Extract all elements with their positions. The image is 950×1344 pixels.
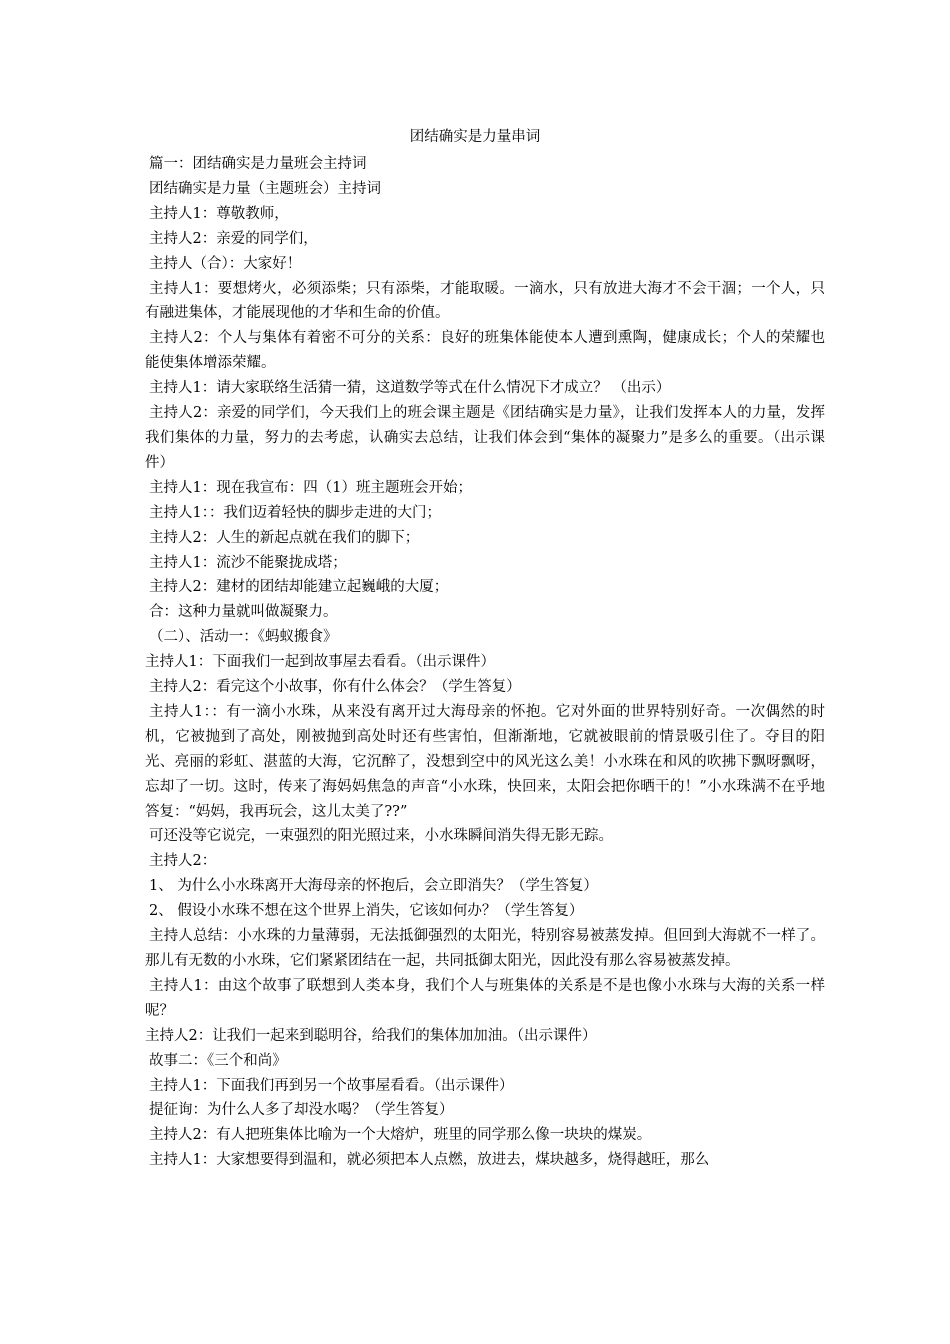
paragraph: 主持人1：：有一滴小水珠，从来没有离开过大海母亲的怀抱。它对外面的世界特别好奇。一次偶然的时机，它被抛到了高处，刚被抛到高处时还有些害怕，但渐渐地，它就被眼前的情景吸引住了。夺目的阳光、亮丽的彩虹、湛蓝的大海，它沉醉了，没想到空中的风光这么美！小水珠在和风的吹拂下飘呀飘呀，忘却了一切。这时，传来了海妈妈焦急的声音“小水珠，快回来，太阳会把你晒干的！”小水珠满不在乎地答复：“妈妈，我再玩会，这儿太美了??”: [145, 703, 825, 820]
paragraph: 主持人2：人生的新起点就在我们的脚下；: [149, 529, 420, 546]
paragraph: 主持人1：：我们迈着轻快的脚步走进的大门；: [149, 504, 441, 521]
paragraph: 主持人2：: [149, 853, 217, 870]
paragraph: 合：这种力量就叫做凝聚力。: [149, 604, 338, 621]
paragraph: 主持人1：由这个故事了联想到人类本身，我们个人与班集体的关系是不是也像小水珠与大海的关系一样呢？: [145, 977, 825, 1019]
paragraph: 主持人2：建材的团结却能建立起巍峨的大厦；: [149, 579, 449, 596]
paragraph: 篇一：团结确实是力量班会主持词: [149, 156, 367, 172]
paragraph: 主持人2：让我们一起来到聪明谷，给我们的集体加加油。（出示课件）: [145, 1027, 597, 1044]
paragraph: 主持人总结：小水珠的力量薄弱，无法抵御强烈的太阳光，特别容易被蒸发掉。但回到大海就不一样了。那儿有无数的小水珠，它们紧紧团结在一起，共同抵御太阳光，因此没有那么容易被蒸发掉。: [145, 928, 825, 969]
paragraph: 主持人1：尊敬教师，: [149, 205, 289, 222]
paragraph: 主持人2：亲爱的同学们，今天我们上的班会课主题是《团结确实是力量》，让我们发挥本人的力量，发挥我们集体的力量，努力的去考虑，认确实去总结，让我们体会到“集体的凝聚力”是多么的重要。（出示课件）: [145, 405, 825, 471]
document-body: [145, 152, 825, 1173]
paragraph: 主持人1：流沙不能聚拢成塔；: [149, 554, 347, 571]
paragraph: 主持人1：要想烤火，必须添柴；只有添柴，才能取暖。一滴水，只有放进大海才不会干涸；一个人，只有融进集体，才能展现他的才华和生命的价值。: [145, 280, 825, 322]
paragraph: 主持人1：现在我宣布：四（1）班主题班会开始；: [149, 479, 472, 496]
paragraph: 团结确实是力量（主题班会）主持词: [149, 180, 381, 197]
list-item: 1、 为什么小水珠离开大海母亲的怀抱后，会立即消失？（学生答复）: [149, 878, 598, 895]
paragraph: 主持人1：下面我们再到另一个故事屋看看。（出示课件）: [149, 1077, 514, 1094]
paragraph: 主持人1：大家想要得到温和，就必须把本人点燃，放进去，煤块越多，烧得越旺，那么: [149, 1152, 710, 1169]
list-item: 2、 假设小水珠不想在这个世界上消失，它该如何办？（学生答复）: [149, 903, 584, 920]
paragraph: 主持人2：个人与集体有着密不可分的关系：良好的班集体能使本人遭到熏陶，健康成长；个人的荣耀也能使集体增添荣耀。: [145, 330, 825, 372]
paragraph: 主持人2：看完这个小故事，你有什么体会？（学生答复）: [149, 679, 521, 696]
paragraph: 主持人2：有人把班集体比喻为一个大熔炉，班里的同学那么像一块块的煤炭。: [149, 1127, 652, 1144]
paragraph: 主持人（合）：大家好！: [149, 255, 302, 272]
paragraph: 提征询：为什么人多了却没水喝？（学生答复）: [149, 1102, 454, 1119]
paragraph: 可还没等它说完，一束强烈的阳光照过来，小水珠瞬间消失得无影无踪。: [149, 828, 613, 845]
paragraph: 主持人1：请大家联络生活猜一猜，这道数学等式在什么情况下才成立？ （出示）: [149, 380, 671, 397]
paragraph: 主持人1：下面我们一起到故事屋去看看。（出示课件）: [145, 654, 495, 671]
paragraph: 主持人2：亲爱的同学们，: [149, 230, 318, 247]
section-heading: 故事二：《三个和尚》: [149, 1052, 287, 1069]
document-title: 团结确实是力量串词: [409, 129, 541, 145]
section-heading: （二）、活动一：《蚂蚁搬食》: [149, 629, 338, 646]
